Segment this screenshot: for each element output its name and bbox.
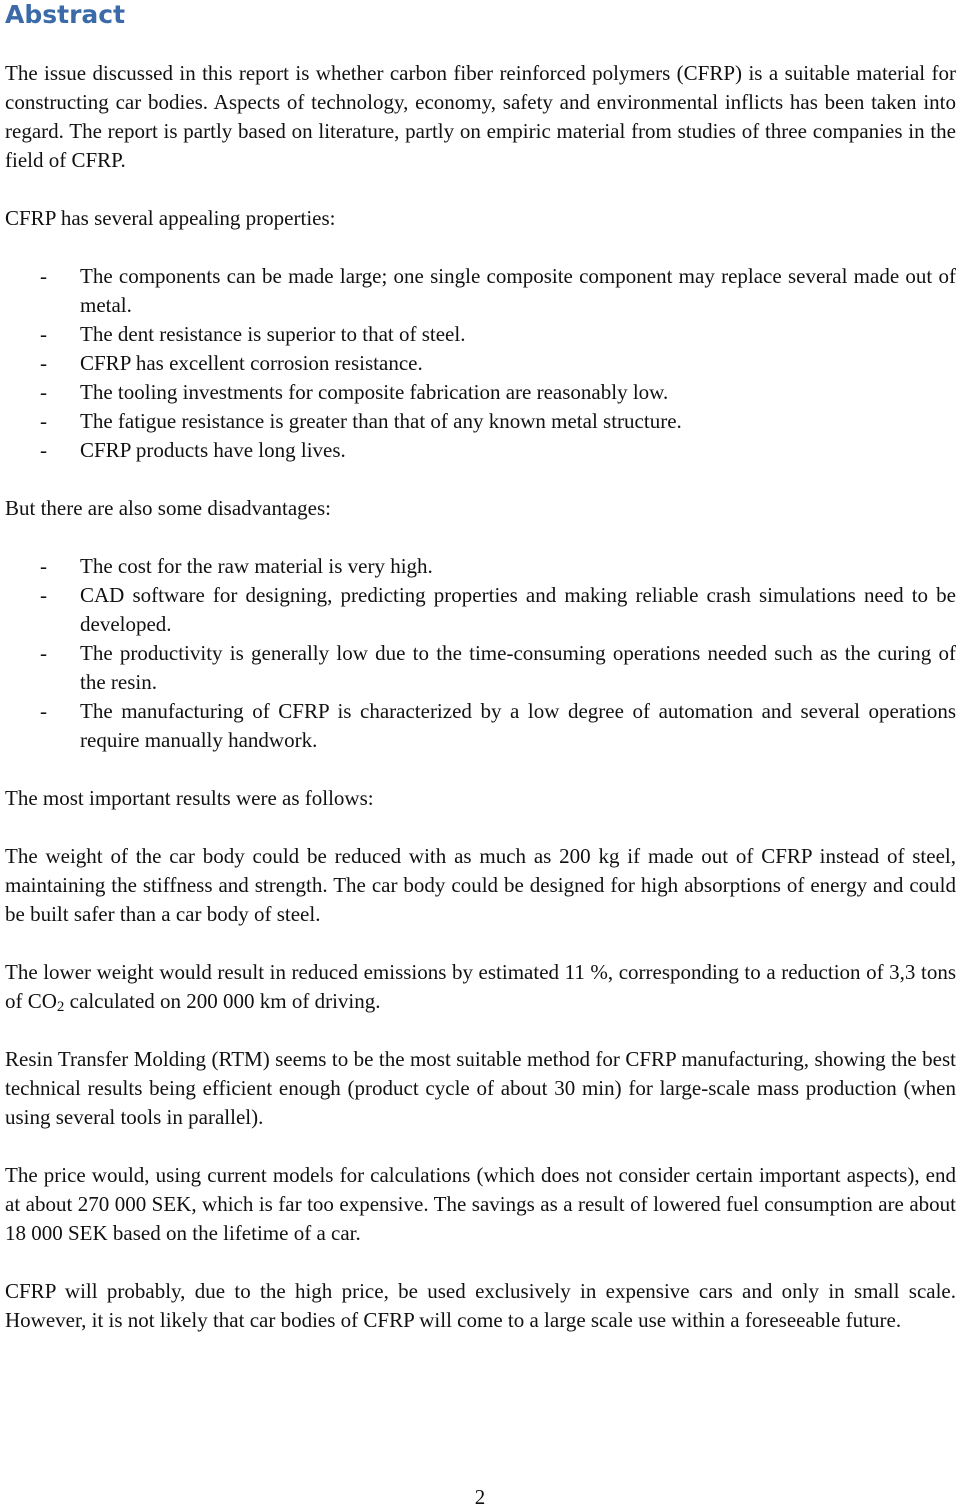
- results-intro: The most important results were as follows:: [5, 786, 374, 810]
- spacer: [5, 175, 956, 204]
- list-item-text: The tooling investments for composite fabrication are reasonably low.: [80, 380, 669, 404]
- dash-marker: -: [40, 264, 47, 288]
- list-item-text: The components can be made large; one single composite component may replace several made out of metal.: [80, 264, 956, 317]
- page-number: 2: [474, 1485, 486, 1509]
- list-item: [5, 262, 956, 320]
- intro-paragraph: The issue discussed in this report is whether carbon fiber reinforced polymers (CFRP) is a suitable material for constructing car bodies. Aspects of technology, economy, safety and environmental inflicts has been taken into regard. The report is partly based on literature, partly on empiric material from studies of three companies in the field of CFRP.: [5, 61, 956, 172]
- dash-marker: -: [40, 409, 47, 433]
- list-item-text: The dent resistance is superior to that of steel.: [80, 322, 466, 346]
- document-page: [5, 0, 956, 1335]
- list-item-text: The manufacturing of CFRP is characterized by a low degree of automation and several operations require manually handwork.: [80, 699, 956, 752]
- list-item-text: The cost for the raw material is very high.: [80, 554, 433, 578]
- properties-intro: CFRP has several appealing properties:: [5, 206, 336, 230]
- abstract-heading: Abstract: [5, 0, 126, 29]
- spacer: [5, 1016, 956, 1045]
- result-emissions-paragraph: [5, 958, 956, 1016]
- dash-marker: -: [40, 699, 47, 723]
- result-weight-paragraph: The weight of the car body could be reduced with as much as 200 kg if made out of CFRP instead of steel, maintaining the stiffness and strength. The car body could be designed for high absorptions of energy and could be built safer than a car body of steel.: [5, 844, 956, 926]
- emissions-text-end: calculated on 200 000 km of driving.: [64, 989, 381, 1013]
- spacer: [5, 1132, 956, 1161]
- conclusion-paragraph: CFRP will probably, due to the high price, be used exclusively in expensive cars and only in small scale. However, it is not likely that car bodies of CFRP will come to a large scale use within a foreseeable future.: [5, 1279, 956, 1332]
- list-item-text: CAD software for designing, predicting properties and making reliable crash simulations need to be developed.: [80, 583, 956, 636]
- spacer: [5, 929, 956, 958]
- spacer: [5, 30, 956, 59]
- dash-marker: -: [40, 380, 47, 404]
- dash-marker: -: [40, 554, 47, 578]
- list-item: [5, 320, 956, 349]
- spacer: [5, 465, 956, 494]
- list-item: [5, 378, 956, 407]
- spacer: [5, 813, 956, 842]
- co2-subscript: 2: [56, 999, 65, 1015]
- disadvantages-intro: But there are also some disadvantages:: [5, 496, 331, 520]
- list-item: [5, 349, 956, 378]
- spacer: [5, 523, 956, 552]
- dash-marker: -: [40, 351, 47, 375]
- list-item: [5, 581, 956, 639]
- dash-marker: -: [40, 322, 47, 346]
- properties-list: [5, 262, 956, 465]
- list-item-text: CFRP products have long lives.: [80, 438, 346, 462]
- list-item-text: The productivity is generally low due to the time-consuming operations needed such as the curing of the resin.: [80, 641, 956, 694]
- dash-marker: -: [40, 641, 47, 665]
- list-item-text: The fatigue resistance is greater than that of any known metal structure.: [80, 409, 682, 433]
- list-item: [5, 407, 956, 436]
- list-item-text: CFRP has excellent corrosion resistance.: [80, 351, 423, 375]
- list-item: [5, 552, 956, 581]
- list-item: [5, 639, 956, 697]
- list-item: [5, 697, 956, 755]
- spacer: [5, 233, 956, 262]
- spacer: [5, 755, 956, 784]
- result-price-paragraph: The price would, using current models for calculations (which does not consider certain important aspects), end at about 270 000 SEK, which is far too expensive. The savings as a result of lowered fuel consumption are about 18 000 SEK based on the lifetime of a car.: [5, 1163, 956, 1245]
- emissions-text: The lower weight would result in reduced emissions by estimated 11 %, corresponding to a reduction of 3,3 tons of CO: [5, 960, 956, 1013]
- dash-marker: -: [40, 583, 47, 607]
- spacer: [5, 1248, 956, 1277]
- disadvantages-list: [5, 552, 956, 755]
- list-item: [5, 436, 956, 465]
- dash-marker: -: [40, 438, 47, 462]
- result-rtm-paragraph: Resin Transfer Molding (RTM) seems to be the most suitable method for CFRP manufacturing, showing the best technical results being efficient enough (product cycle of about 30 min) for large-scale mass production (when using several tools in parallel).: [5, 1047, 956, 1129]
